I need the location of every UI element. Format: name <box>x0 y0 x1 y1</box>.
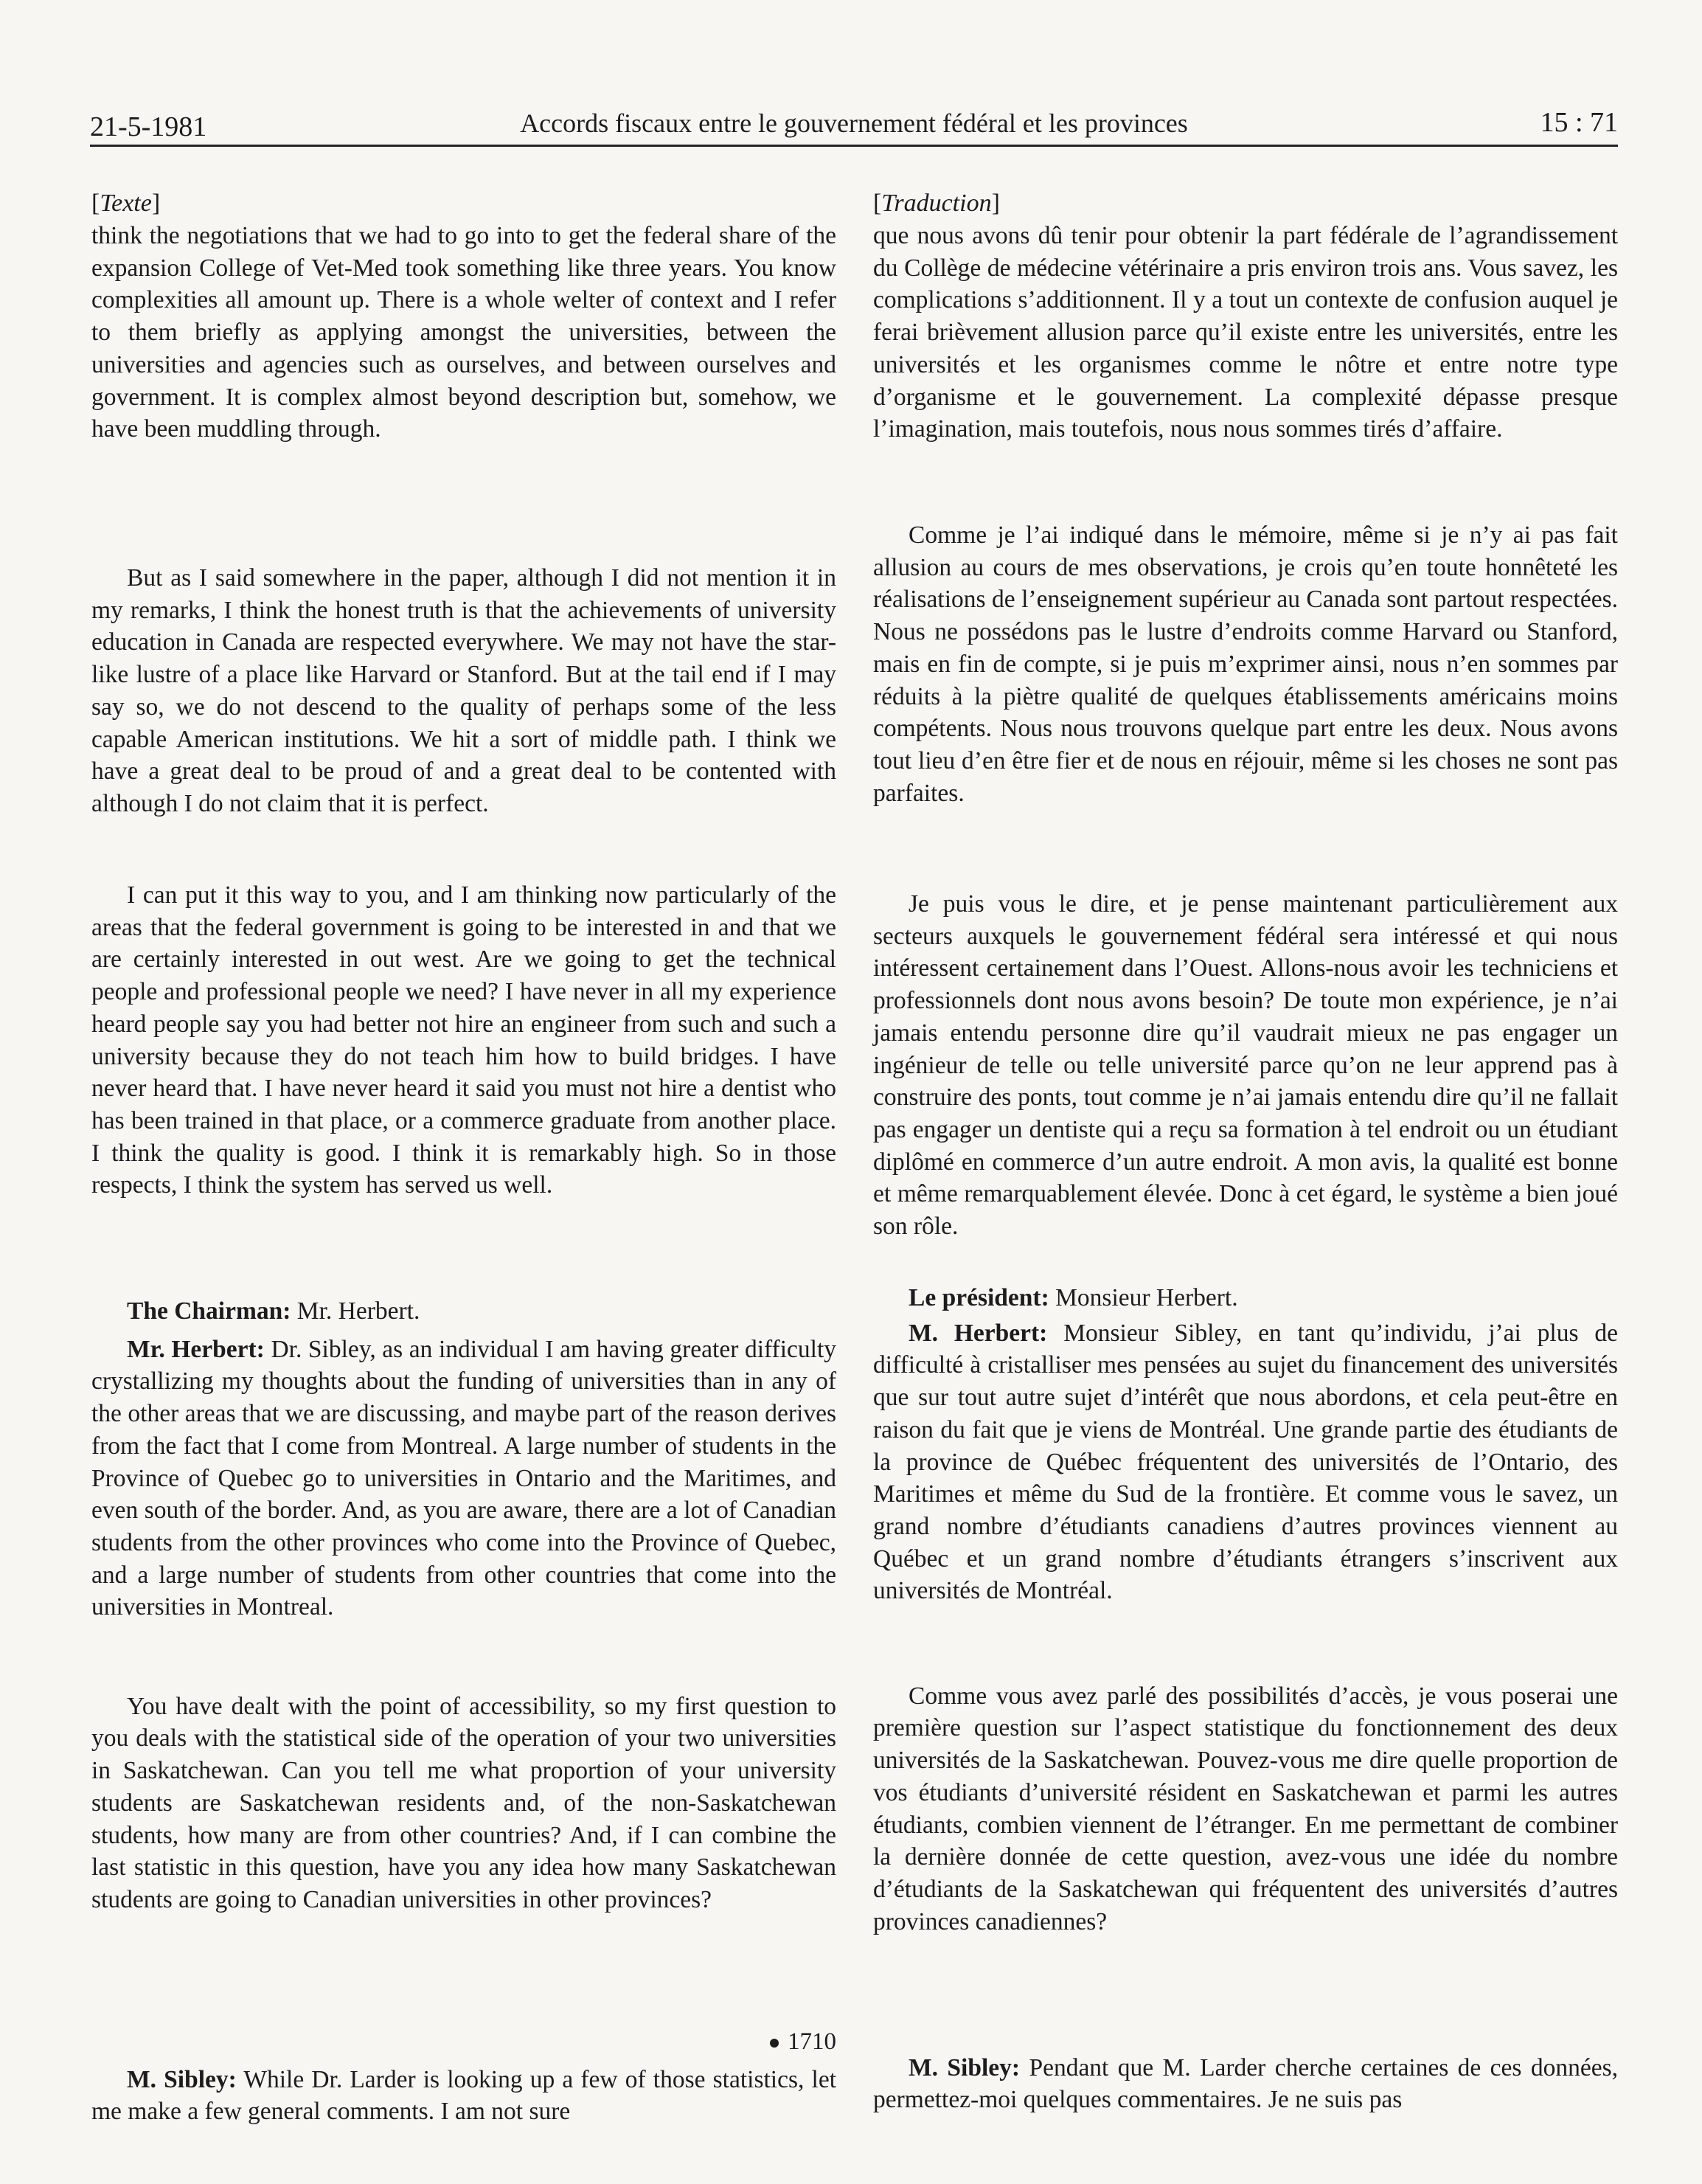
left-column <box>91 187 836 2128</box>
left-herbert-paragraph <box>91 1334 836 1691</box>
right-column <box>873 187 1618 2116</box>
speaker-sibley: M. Sibley: <box>127 2065 237 2093</box>
right-president-paragraph <box>873 1282 1618 1314</box>
left-accessibility-paragraph: You have dealt with the point of accessibility, so my first question to you deals with the statistical side of the operation of your two universities in Saskatchewan. Can you tell me what proportion of your university students are Saskatchewan residents and, of the non-Saskatchewan students, how many are from other countries? And, if I can combine the last statistic in this question, have you any idea how many Saskatchewan students are going to Canadian universities in other provinces? <box>91 1692 836 1913</box>
header-date: 21-5-1981 <box>90 111 207 142</box>
left-sibley-paragraph <box>91 2064 836 2128</box>
left-paragraph-1: think the negotiations that we had to go into to get the federal share of the expansion College of Vet-Med took something like three years. You know complexities all amount up. There is a whole welter of context and I refer to them briefly as applying amongst the universities, between the universities and agencies such as ourselves, and between ourselves and government. It is complex almost beyond description but, somehow, we have been muddling through. <box>91 222 836 443</box>
left-chairman-paragraph <box>91 1295 836 1328</box>
header-title: Accords fiscaux entre le gouvernement fédéral et les provinces <box>520 108 1188 138</box>
speaker-herbert: Mr. Herbert: <box>127 1335 265 1363</box>
herbert-text-fr: Monsieur Sibley, en tant qu’individu, j’ai plus de difficulté à cristalliser mes pensées au sujet du financement des universités que sur tout autre sujet d’intérêt que nous abordons, et cela peut-être en raison du fait que je viens de Montréal. Une grande partie des étudiants de la province de Québec fréquentent des universités de l’Ontario, des Maritimes et même du Sud de la frontière. Et comme vous le savez, un grand nombre d’étudiants canadiens d’autres provinces viennent au Québec et un grand nombre d’étudiants étrangers s’inscrivent aux universités de Montréal. <box>873 1319 1618 1605</box>
right-column-label-text: Traduction <box>881 190 992 217</box>
left-paragraph-3: I can put it this way to you, and I am thinking now particularly of the areas that the federal government is going to be interested in and that we are certainly interested in out west. Are we going to get the technical people and professional people we need? I have never in all my experience heard people say you had better not hire an engineer from such and such a university because they do not teach him how to build bridges. I have never heard that. I have never heard it said you must not hire a dentist who has been trained in that place, or a commerce graduate from another place. I think the quality is good. I think it is remarkably high. So in those respects, I think the system has served us well. <box>91 881 836 1199</box>
time-marker <box>91 2025 836 2058</box>
right-sibley-paragraph <box>873 2052 1618 2116</box>
sibley-text: While Dr. Larder is looking up a few of those statistics, let me make a few general comments. I am not sure <box>91 2065 836 2126</box>
left-column-label-text: Texte <box>100 190 152 217</box>
speaker-president: Le président: <box>909 1284 1049 1311</box>
speaker-chairman: The Chairman: <box>127 1297 291 1325</box>
time-marker-text: 1710 <box>788 2028 836 2055</box>
left-column-label: [Texte] <box>91 190 161 217</box>
left-paragraph-2: But as I said somewhere in the paper, although I did not mention it in my remarks, I think the honest truth is that the achievements of university education in Canada are respected everywhere. We may not have the star-like lustre of a place like Harvard or Stanford. But at the tail end if I may say so, we do not descend to the quality of perhaps some of the less capable American institutions. We hit a sort of middle path. I think we have a great deal to be proud of and a great deal to be contented with although I do not claim that it is perfect. <box>91 564 836 817</box>
president-text: Monsieur Herbert. <box>1055 1284 1238 1311</box>
bullet-icon <box>770 2039 779 2048</box>
right-paragraph-3: Je puis vous le dire, et je pense maintenant particulièrement aux secteurs auxquels le gouvernement fédéral sera intéressé et qui nous intéressent certainement dans l’Ouest. Allons-nous avoir les techniciens et professionnels dont nous avons besoin? De toute mon expérience, je n’ai jamais entendu personne dire qu’il vaudrait mieux ne pas engager un ingénieur de telle ou telle université parce qu’on ne leur apprend pas à construire des ponts, tout comme je n’ai jamais entendu dire qu’il ne fallait pas engager un dentiste qui a reçu sa formation à tel endroit ou un étudiant diplômé en commerce d’un autre endroit. A mon avis, la qualité est bonne et même remarquablement élevée. Donc à cet égard, le système a bien joué son rôle. <box>873 890 1618 1241</box>
chairman-text: Mr. Herbert. <box>296 1297 420 1325</box>
sibley-text-fr: Pendant que M. Larder cherche certaines de ces données, permettez-moi quelques commentaires. Je ne suis pas <box>873 2053 1618 2114</box>
right-paragraph-1: que nous avons dû tenir pour obtenir la part fédérale de l’agrandissement du Collège de médecine vétérinaire a pris environ trois ans. Vous savez, les complications s’additionnent. Il y a tout un contexte de confusion auquel je ferai brièvement allusion parce qu’il existe entre les universités, entre les universités et les organismes comme le nôtre et entre notre type d’organisme et le gouvernement. La complexité dépasse presque l’imagination, mais toutefois, nous nous sommes tirés d’affaire. <box>873 222 1618 443</box>
speaker-sibley-fr: M. Sibley: <box>909 2053 1021 2081</box>
speaker-herbert-fr: M. Herbert: <box>909 1319 1048 1347</box>
right-herbert-paragraph <box>873 1317 1618 1642</box>
page-header <box>90 103 1618 147</box>
herbert-text: Dr. Sibley, as an individual I am having greater difficulty crystallizing my thoughts about the funding of universities than in any of the other areas that we are discussing, and maybe part of the reason derives from the fact that I come from Montreal. A large number of students in the Province of Quebec go to universities in Ontario and the Maritimes, and even south of the border. And, as you are aware, there are a lot of Canadian students from the other provinces who come into the Province of Quebec, and a large number of students from other countries that come into the universities in Montreal. <box>91 1335 837 1621</box>
right-accessibility-paragraph: Comme vous avez parlé des possibilités d’accès, je vous poserai une première question sur l’aspect statistique du fonctionnement des deux universités de la Saskatchewan. Pouvez-vous me dire quelle proportion de vos étudiants d’université résident en Saskatchewan et parmi les autres étudiants, combien viennent de l’étranger. En me permettant de combiner la dernière donnée de cette question, avez-vous une idée du nombre d’étudiants de la Saskatchewan qui fréquentent des universités d’autres provinces canadiennes? <box>873 1682 1618 1935</box>
right-paragraph-2: Comme je l’ai indiqué dans le mémoire, même si je n’y ai pas fait allusion au cours de mes observations, je crois qu’en toute honnêteté les réalisations de l’enseignement supérieur au Canada sont partout respectées. Nous ne possédons pas le lustre d’endroits comme Harvard ou Stanford, mais en fin de compte, si je puis m’exprimer ainsi, nous n’en sommes par réduits à la piètre qualité de quelques établissements américains moins compétents. Nous nous trouvons quelque part entre les deux. Nous avons tout lieu d’en être fier et de nous en réjouir, même si les choses ne sont pas parfaites. <box>873 521 1618 807</box>
header-page-number: 15 : 71 <box>1540 107 1618 138</box>
right-column-label: [Traduction] <box>873 190 1000 217</box>
